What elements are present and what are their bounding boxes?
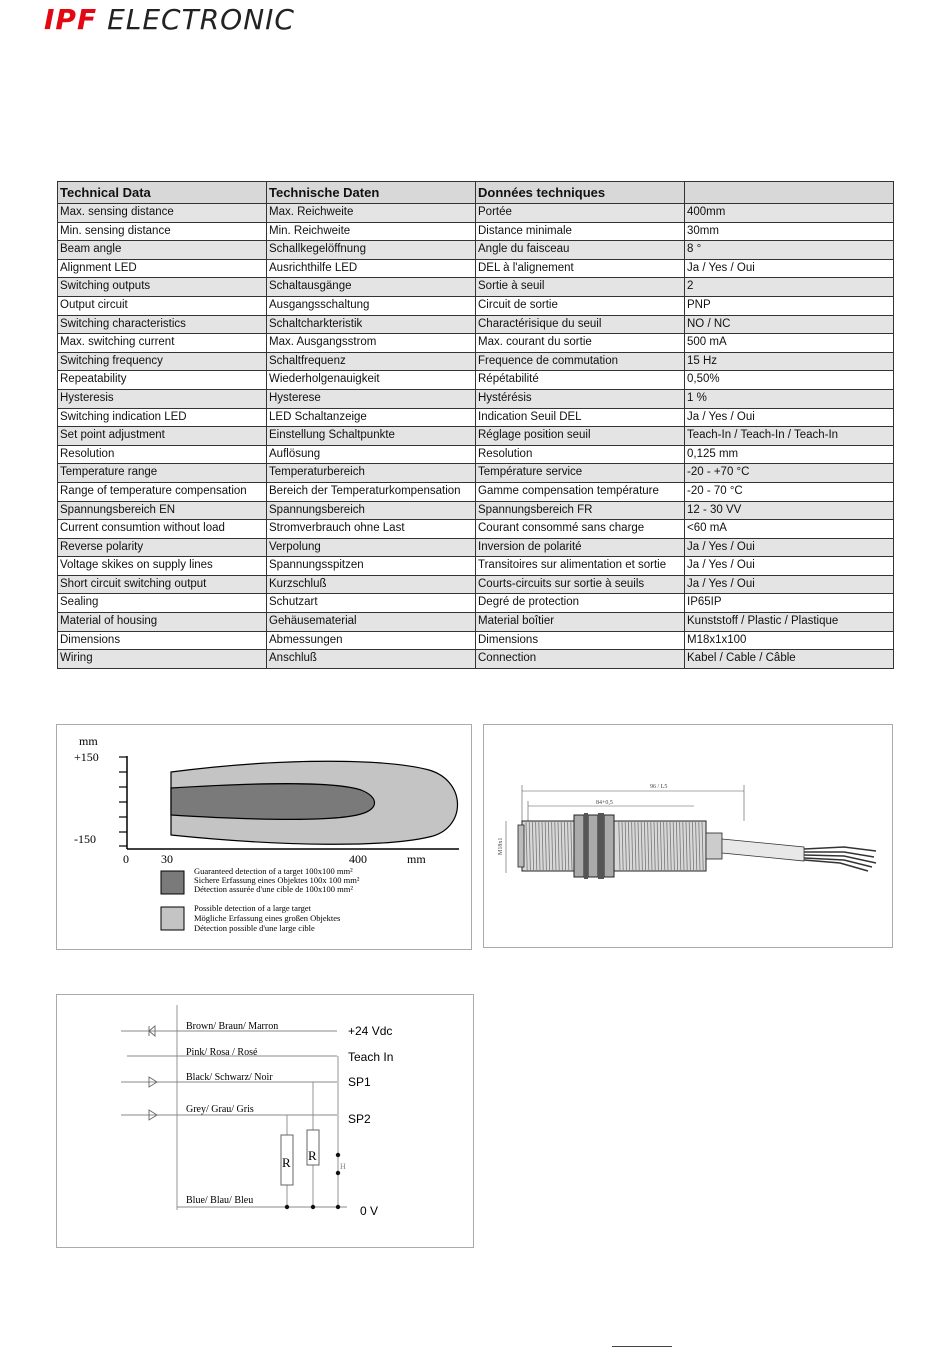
table-row (58, 520, 894, 539)
table-row (58, 613, 894, 632)
table-cell: Courant consommé sans charge (476, 520, 685, 539)
table-cell: Ja / Yes / Oui (685, 557, 894, 576)
table-cell: Ausrichthilfe LED (267, 259, 476, 278)
table-cell: Einstellung Schaltpunkte (267, 427, 476, 446)
table-cell: Kunststoff / Plastic / Plastique (685, 613, 894, 632)
table-cell: Teach-In / Teach-In / Teach-In (685, 427, 894, 446)
y-top-label: +150 (74, 750, 99, 764)
table-row (58, 427, 894, 446)
input-symbols (149, 1026, 157, 1120)
table-row (58, 445, 894, 464)
table-cell: Voltage skikes on supply lines (58, 557, 267, 576)
table-row (58, 389, 894, 408)
table-cell: Alignment LED (58, 259, 267, 278)
table-cell: Distance minimale (476, 222, 685, 241)
table-cell: PNP (685, 296, 894, 315)
logo-brand: IPF (44, 2, 98, 36)
table-cell: Frequence de commutation (476, 352, 685, 371)
table-cell: Beam angle (58, 241, 267, 260)
table-cell: Resolution (58, 445, 267, 464)
legend-guaranteed-swatch (161, 871, 184, 894)
table-row (58, 538, 894, 557)
signal-0v: 0 V (360, 1204, 379, 1218)
table-cell: Portée (476, 204, 685, 223)
table-cell: Temperaturbereich (267, 464, 476, 483)
footer-line (612, 1346, 672, 1347)
table-cell: Set point adjustment (58, 427, 267, 446)
table-cell: Schutzart (267, 594, 476, 613)
table-cell: Max. sensing distance (58, 204, 267, 223)
table-cell: Dimensions (476, 631, 685, 650)
table-cell: Dimensions (58, 631, 267, 650)
table-cell: NO / NC (685, 315, 894, 334)
table-cell: Min. sensing distance (58, 222, 267, 241)
table-row (58, 352, 894, 371)
table-cell: Output circuit (58, 296, 267, 315)
table-cell: Hysterese (267, 389, 476, 408)
logo-subtitle: ELECTRONIC (107, 2, 295, 36)
table-row (58, 334, 894, 353)
table-cell: Kabel / Cable / Câble (685, 650, 894, 669)
table-row (58, 575, 894, 594)
table-cell: Schaltausgänge (267, 278, 476, 297)
sensor-dimension-drawing (484, 725, 892, 947)
table-cell: -20 - +70 °C (685, 464, 894, 483)
table-cell: Switching outputs (58, 278, 267, 297)
table-cell: Wiring (58, 650, 267, 669)
table-cell: Max. switching current (58, 334, 267, 353)
table-row (58, 278, 894, 297)
table-cell: Verpolung (267, 538, 476, 557)
table-cell: Sortie à seuil (476, 278, 685, 297)
dimension-drawing-panel (483, 724, 893, 948)
table-cell: Courts-circuits sur sortie à seuils (476, 575, 685, 594)
nut-2 (588, 815, 598, 877)
table-cell: M18x1x100 (685, 631, 894, 650)
table-cell: Schaltcharkteristik (267, 315, 476, 334)
signal-sp1: SP1 (348, 1075, 371, 1089)
wiring-diagram (57, 995, 473, 1247)
table-cell: Max. Ausgangsstrom (267, 334, 476, 353)
table-row (58, 222, 894, 241)
legend-guaranteed-de: Sichere Erfassung eines Objektes 100x 100 mm² (194, 875, 360, 885)
table-row (58, 501, 894, 520)
table-cell: Gamme compensation température (476, 482, 685, 501)
table-cell: Wiederholgenauigkeit (267, 371, 476, 390)
y-bottom-label: -150 (74, 832, 96, 846)
table-cell: 15 Hz (685, 352, 894, 371)
table-cell: 2 (685, 278, 894, 297)
cable (722, 839, 804, 861)
table-cell: Degré de protection (476, 594, 685, 613)
table-cell: Hysteresis (58, 389, 267, 408)
table-cell: Angle du faisceau (476, 241, 685, 260)
table-row (58, 315, 894, 334)
table-row (58, 557, 894, 576)
header-value (685, 182, 894, 204)
table-cell: Réglage position seuil (476, 427, 685, 446)
nut-1 (574, 815, 584, 877)
table-row (58, 594, 894, 613)
table-cell: Ja / Yes / Oui (685, 259, 894, 278)
table-cell: Schallkegelöffnung (267, 241, 476, 260)
table-cell: Resolution (476, 445, 685, 464)
table-cell: Material of housing (58, 613, 267, 632)
x-tick-30: 30 (161, 852, 173, 866)
table-cell: Charactérisique du seuil (476, 315, 685, 334)
resistor-1-label: R (282, 1155, 291, 1170)
table-cell: Ja / Yes / Oui (685, 538, 894, 557)
table-cell: Température service (476, 464, 685, 483)
table-cell: Ja / Yes / Oui (685, 575, 894, 594)
table-cell: Spannungsbereich (267, 501, 476, 520)
table-cell: 500 mA (685, 334, 894, 353)
table-cell: Switching characteristics (58, 315, 267, 334)
table-cell: Circuit de sortie (476, 296, 685, 315)
thread-length-label: 84+0,5 (596, 800, 613, 806)
company-logo (44, 2, 295, 36)
table-cell: Hystérésis (476, 389, 685, 408)
x-tick-0: 0 (123, 852, 129, 866)
cable-wires (804, 847, 876, 871)
table-cell: -20 - 70 °C (685, 482, 894, 501)
legend-guaranteed-fr: Détection assurée d'une cible de 100x100 mm² (194, 884, 353, 894)
table-cell: LED Schaltanzeige (267, 408, 476, 427)
table-cell: Inversion de polarité (476, 538, 685, 557)
table-cell: 0,50% (685, 371, 894, 390)
nut-3 (604, 815, 614, 877)
wire-blue-label: Blue/ Blau/ Bleu (186, 1195, 254, 1206)
table-cell: Switching indication LED (58, 408, 267, 427)
table-cell: Ausgangsschaltung (267, 296, 476, 315)
header-donnees-techniques: Données techniques (476, 182, 685, 204)
wiring-diagram-panel (56, 994, 474, 1248)
table-cell: Range of temperature compensation (58, 482, 267, 501)
table-row (58, 371, 894, 390)
table-cell: Connection (476, 650, 685, 669)
table-cell: Transitoires sur alimentation et sortie (476, 557, 685, 576)
wire-pink-label: Pink/ Rosa / Rosé (186, 1047, 258, 1058)
table-cell: Reverse polarity (58, 538, 267, 557)
wire-grey-label: Grey/ Grau/ Gris (186, 1104, 254, 1115)
table-cell: Temperature range (58, 464, 267, 483)
table-cell: Short circuit switching output (58, 575, 267, 594)
table-cell: 1 % (685, 389, 894, 408)
table-cell: Schaltfrequenz (267, 352, 476, 371)
table-body (58, 204, 894, 669)
table-row (58, 241, 894, 260)
resistor-2-label: R (308, 1148, 317, 1163)
table-row (58, 482, 894, 501)
total-length-label: 96 / L5 (650, 784, 668, 790)
table-cell: Stromverbrauch ohne Last (267, 520, 476, 539)
technical-data-table (57, 181, 894, 669)
table-cell: Indication Seuil DEL (476, 408, 685, 427)
table-cell: Spannungsspitzen (267, 557, 476, 576)
table-cell: 12 - 30 VV (685, 501, 894, 520)
signal-teach-in: Teach In (348, 1050, 394, 1064)
table-cell: Current consumtion without load (58, 520, 267, 539)
legend-possible-en: Possible detection of a large target (194, 903, 311, 913)
table-cell: Max. Reichweite (267, 204, 476, 223)
table-cell: Répétabilité (476, 371, 685, 390)
table-cell: Kurzschluß (267, 575, 476, 594)
table-cell: Switching frequency (58, 352, 267, 371)
signal-24vdc: +24 Vdc (348, 1024, 393, 1038)
y-unit-label: mm (79, 734, 98, 748)
table-cell: Gehäusematerial (267, 613, 476, 632)
table-row (58, 296, 894, 315)
table-row (58, 650, 894, 669)
diameter-label: M18x1 (498, 837, 504, 855)
legend-possible-swatch (161, 907, 184, 930)
table-cell: Bereich der Temperaturkompensation (267, 482, 476, 501)
table-cell: 30mm (685, 222, 894, 241)
table-cell: Abmessungen (267, 631, 476, 650)
beam-pattern-panel (56, 724, 472, 950)
wire-brown-label: Brown/ Braun/ Marron (186, 1021, 279, 1032)
table-cell: Spannungsbereich FR (476, 501, 685, 520)
table-cell: Sealing (58, 594, 267, 613)
table-cell: Repeatability (58, 371, 267, 390)
switch-label: H (340, 1162, 346, 1171)
wire-black-label: Black/ Schwarz/ Noir (186, 1072, 273, 1083)
table-cell: 400mm (685, 204, 894, 223)
table-cell: Ja / Yes / Oui (685, 408, 894, 427)
legend-possible-fr: Détection possible d'une large cible (194, 923, 315, 933)
table-cell: Anschluß (267, 650, 476, 669)
table-cell: 8 ° (685, 241, 894, 260)
header-technische-daten: Technische Daten (267, 182, 476, 204)
table-header-row (58, 182, 894, 204)
table-cell: <60 mA (685, 520, 894, 539)
header-technical-data: Technical Data (58, 182, 267, 204)
x-tick-400: 400 (349, 852, 367, 866)
table-row (58, 631, 894, 650)
beam-pattern-diagram (57, 725, 471, 949)
y-axis-ticks (119, 757, 127, 846)
table-cell: Min. Reichweite (267, 222, 476, 241)
table-row (58, 204, 894, 223)
table-row (58, 408, 894, 427)
guaranteed-detection-zone (171, 784, 375, 820)
table-cell: Material boîtier (476, 613, 685, 632)
table-cell: Auflösung (267, 445, 476, 464)
table-cell: Spannungsbereich EN (58, 501, 267, 520)
table-cell: 0,125 mm (685, 445, 894, 464)
table-row (58, 259, 894, 278)
table-row (58, 464, 894, 483)
table-cell: Max. courant du sortie (476, 334, 685, 353)
table-cell: IP65IP (685, 594, 894, 613)
legend-possible-de: Mögliche Erfassung eines großen Objektes (194, 913, 341, 923)
signal-sp2: SP2 (348, 1112, 371, 1126)
legend-guaranteed-en: Guaranteed detection of a target 100x100 mm² (194, 866, 353, 876)
x-unit-label: mm (407, 852, 426, 866)
table-cell: DEL à l'alignement (476, 259, 685, 278)
